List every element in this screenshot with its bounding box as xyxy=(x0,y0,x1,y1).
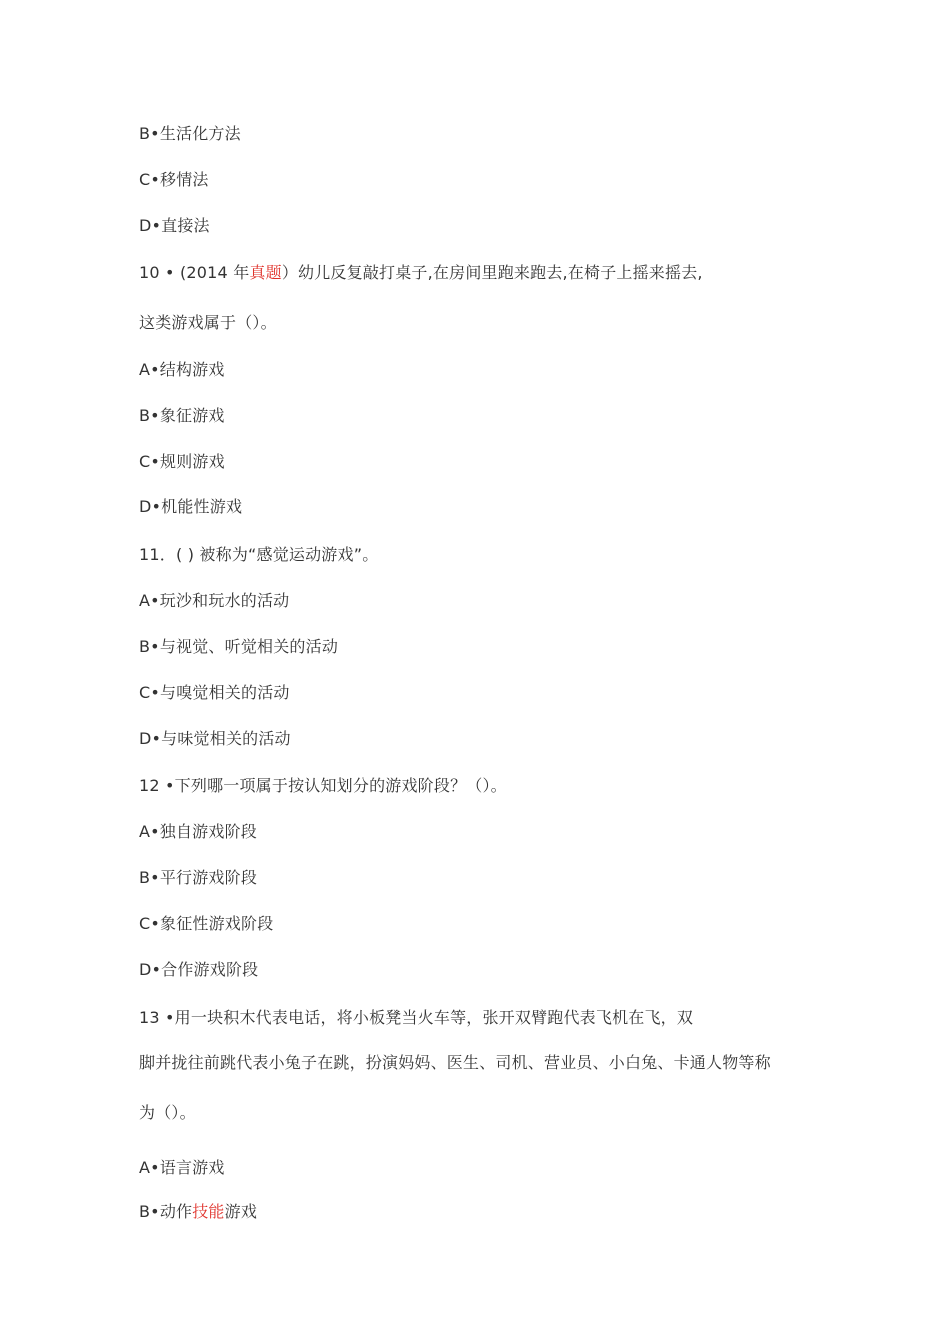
q13-option-a: A•语言游戏 xyxy=(139,1158,225,1177)
q10-option-c: C•规则游戏 xyxy=(139,452,225,471)
q9-option-d: D•直接法 xyxy=(139,216,210,235)
q10-option-a: A•结构游戏 xyxy=(139,360,225,379)
q10-option-b: B•象征游戏 xyxy=(139,406,225,425)
q10-question-line2: 这类游戏属于（）。 xyxy=(139,313,277,332)
q13-option-b xyxy=(139,1202,257,1222)
q13-option-b-highlight: 技能 xyxy=(192,1202,225,1221)
q11-option-c: C•与嗅觉相关的活动 xyxy=(139,683,290,702)
q10-option-d: D•机能性游戏 xyxy=(139,497,243,516)
q12-option-b: B•平行游戏阶段 xyxy=(139,868,258,887)
q11-option-b: B•与视觉、听觉相关的活动 xyxy=(139,637,339,656)
q11-option-a: A•玩沙和玩水的活动 xyxy=(139,591,290,610)
q10-suffix: ）幼儿反复敲打桌子,在房间里跑来跑去,在椅子上摇来摇去, xyxy=(281,263,703,282)
q10-question xyxy=(139,263,703,283)
q12-question: 12 •下列哪一项属于按认知划分的游戏阶段？（）。 xyxy=(139,776,507,795)
q13-question-line2: 脚并拢往前跳代表小兔子在跳，扮演妈妈、医生、司机、营业员、小白兔、卡通人物等称 xyxy=(139,1053,771,1072)
q13-option-b-prefix: B•动作 xyxy=(139,1202,193,1221)
q11-question: 11．( ) 被称为“感觉运动游戏”。 xyxy=(139,545,379,564)
q10-highlight: 真题 xyxy=(249,263,282,282)
q12-option-d: D•合作游戏阶段 xyxy=(139,960,259,979)
q12-option-a: A•独自游戏阶段 xyxy=(139,822,257,841)
q9-option-b: B•生活化方法 xyxy=(139,124,241,143)
q11-option-d: D•与味觉相关的活动 xyxy=(139,729,291,748)
q10-prefix: 10 • (2014 年 xyxy=(139,263,250,282)
q13-question-line3: 为（）。 xyxy=(139,1103,196,1122)
q13-option-b-suffix: 游戏 xyxy=(224,1202,258,1221)
q9-option-c: C•移情法 xyxy=(139,170,209,189)
q13-question-line1: 13 •用一块积木代表电话，将小板凳当火车等，张开双臂跑代表飞机在飞，双 xyxy=(139,1008,694,1027)
q12-option-c: C•象征性游戏阶段 xyxy=(139,914,274,933)
